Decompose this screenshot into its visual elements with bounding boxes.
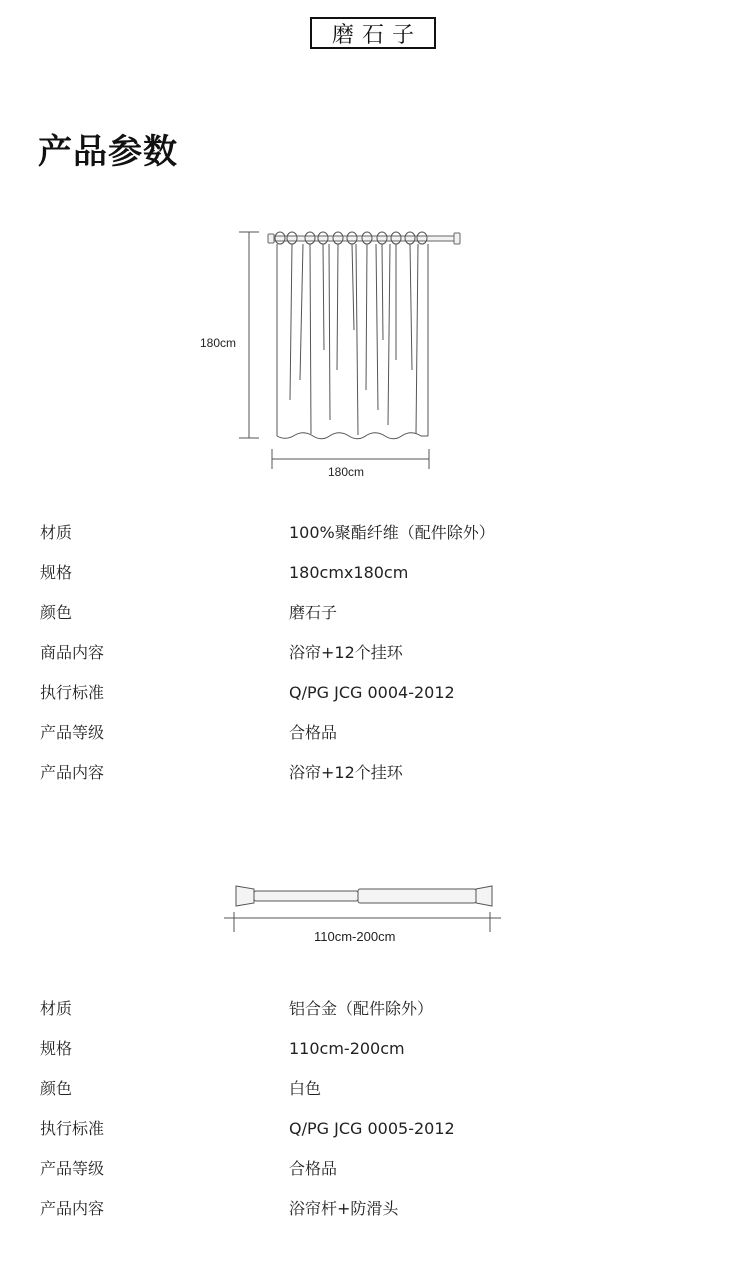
spec-value: Q/PG JCG 0004-2012 bbox=[289, 683, 455, 702]
color-name: 磨石子 bbox=[331, 22, 422, 48]
spec-value: 铝合金（配件除外） bbox=[289, 999, 434, 1018]
spec-label: 规格 bbox=[40, 563, 73, 582]
spec-label: 颜色 bbox=[40, 603, 73, 622]
spec-row bbox=[40, 561, 720, 585]
spec-row bbox=[40, 761, 720, 785]
spec-row bbox=[40, 1117, 720, 1141]
spec-row bbox=[40, 721, 720, 745]
spec-label: 颜色 bbox=[40, 1079, 73, 1098]
spec-label: 产品等级 bbox=[40, 1159, 105, 1178]
spec-value: 磨石子 bbox=[289, 603, 338, 622]
spec-label: 商品内容 bbox=[40, 643, 105, 662]
spec-value: 浴帘+12个挂环 bbox=[289, 643, 403, 662]
spec-label: 材质 bbox=[40, 523, 73, 542]
spec-value: 白色 bbox=[289, 1079, 322, 1098]
spec-row bbox=[40, 641, 720, 665]
spec-row bbox=[40, 1037, 720, 1061]
spec-label: 规格 bbox=[40, 1039, 73, 1058]
spec-label: 执行标准 bbox=[40, 1119, 105, 1138]
spec-label: 产品等级 bbox=[40, 723, 105, 742]
spec-value: 合格品 bbox=[289, 723, 338, 742]
curtain-height-label: 180cm bbox=[200, 336, 237, 350]
spec-row bbox=[40, 1157, 720, 1181]
spec-value: Q/PG JCG 0005-2012 bbox=[289, 1119, 455, 1138]
curtain-fabric bbox=[277, 244, 428, 439]
section-title: 产品参数 bbox=[38, 132, 178, 172]
spec-value: 100%聚酯纤维（配件除外） bbox=[289, 523, 495, 542]
rod-diagram bbox=[220, 878, 510, 948]
spec-value: 180cmx180cm bbox=[289, 563, 409, 582]
spec-label: 产品内容 bbox=[40, 763, 105, 782]
rod-length-label: 110cm-200cm bbox=[314, 929, 396, 944]
spec-row bbox=[40, 521, 720, 545]
tension-rod bbox=[236, 886, 492, 906]
spec-value: 浴帘杆+防滑头 bbox=[289, 1199, 399, 1218]
curtain-width-label: 180cm bbox=[328, 465, 365, 479]
spec-row bbox=[40, 997, 720, 1021]
color-name-box bbox=[310, 17, 436, 49]
spec-label: 执行标准 bbox=[40, 683, 105, 702]
spec-row bbox=[40, 1077, 720, 1101]
spec-value: 合格品 bbox=[289, 1159, 338, 1178]
spec-label: 材质 bbox=[40, 999, 73, 1018]
spec-row bbox=[40, 601, 720, 625]
spec-label: 产品内容 bbox=[40, 1199, 105, 1218]
spec-value: 浴帘+12个挂环 bbox=[289, 763, 403, 782]
spec-row bbox=[40, 1197, 720, 1221]
spec-row bbox=[40, 681, 720, 705]
spec-value: 110cm-200cm bbox=[289, 1039, 405, 1058]
curtain-diagram bbox=[190, 220, 480, 485]
